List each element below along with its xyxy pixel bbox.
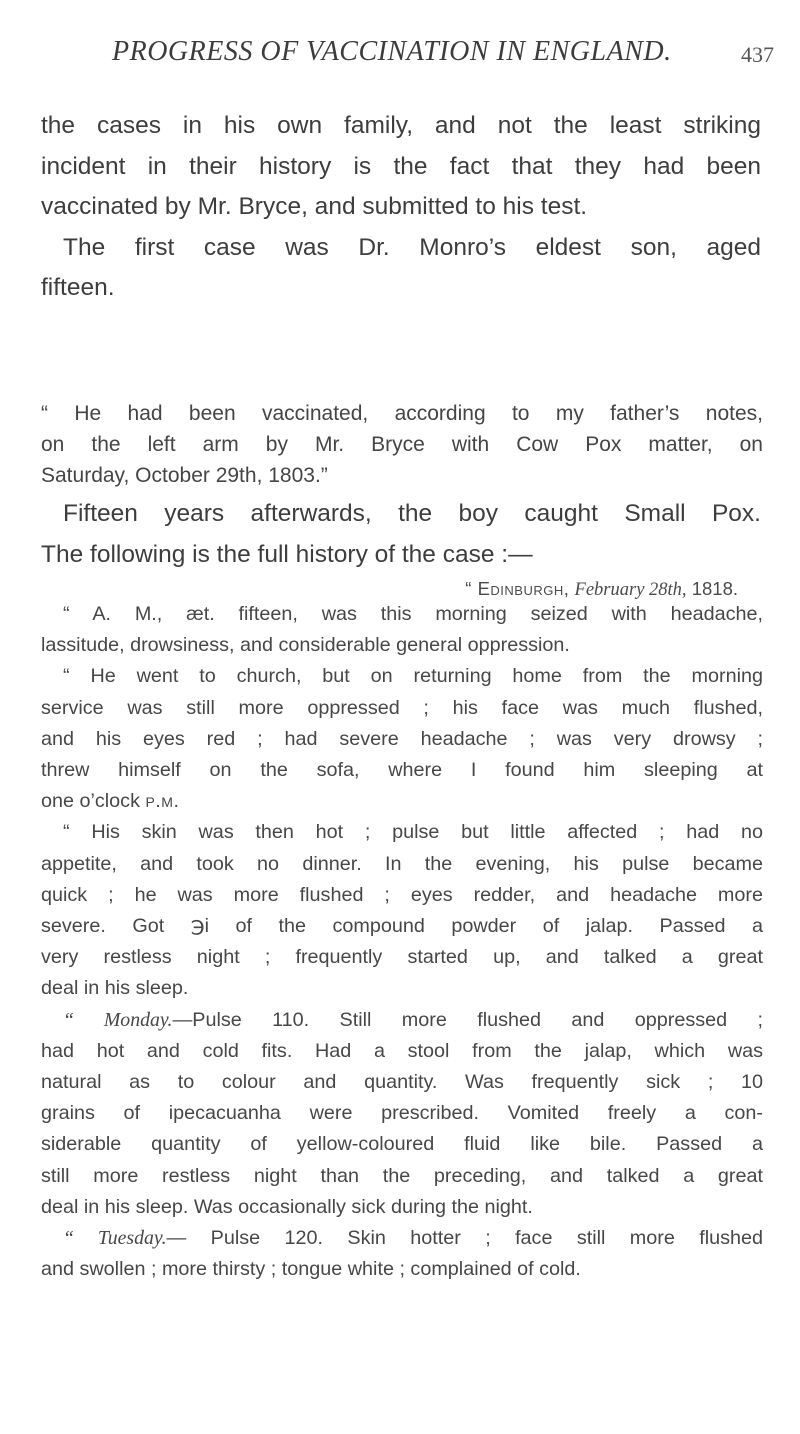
text-fragment: one o’clock: [41, 790, 140, 813]
text-line: and his eyes red ; had severe headache ; was very drowsy ;: [41, 727, 763, 750]
text-line: deal in his sleep. Was occasionally sick during the night.: [41, 1195, 533, 1218]
text-line: [41, 1005, 763, 1036]
text-line: grains of ipecacuanha were prescribed. Vomited freely a con-: [41, 1102, 763, 1125]
text-line: had hot and cold fits. Had a stool from the jalap, which was: [41, 1039, 763, 1062]
text-line: Saturday, October 29th, 1803.”: [41, 464, 328, 487]
text-line: incident in their history is the fact that they had been: [41, 152, 761, 180]
text-line: Fifteen years afterwards, the boy caught Small Pox.: [63, 500, 761, 527]
text-line: [41, 786, 763, 817]
text-line: “ He had been vaccinated, according to my father’s notes,: [41, 402, 763, 425]
text-line: threw himself on the sofa, where I found him sleeping at: [41, 759, 763, 782]
text-line: on the left arm by Mr. Bryce with Cow Pox matter, on: [41, 433, 763, 456]
text-line: and swollen ; more thirsty ; tongue white ; complained of cold.: [41, 1258, 581, 1281]
text-line: “ A. M., æt. fifteen, was this morning seized with headache,: [63, 603, 763, 625]
intro-paragraph: [41, 106, 761, 309]
text-fragment: —Pulse 110. Still more flushed and oppressed ;: [172, 1008, 763, 1031]
text-line: lassitude, drowsiness, and considerable general oppression.: [41, 634, 570, 657]
text-fragment: — Pulse 120. Skin hotter ; face still more flushed: [166, 1227, 763, 1250]
text-line: fifteen.: [41, 274, 115, 301]
page-number: 437: [741, 42, 774, 67]
father-notes-quote: [41, 398, 763, 491]
text-line: very restless night ; frequently started up, and talked a great: [41, 946, 763, 969]
dateline-place: “ Edinburgh,: [465, 578, 570, 599]
text-line: the cases in his own family, and not the least striking: [41, 112, 761, 139]
running-title: PROGRESS OF VACCINATION IN ENGLAND.: [112, 36, 672, 67]
dateline-date: February 28th,: [574, 580, 687, 600]
text-line: service was still more oppressed ; his face was much flushed,: [41, 696, 763, 719]
case-history: [41, 599, 763, 1285]
text-line: natural as to colour and quantity. Was frequently sick ; 10: [41, 1071, 763, 1094]
time-abbreviation: p.m.: [145, 790, 180, 813]
text-line: [41, 1223, 763, 1254]
text-line: “ He went to church, but on returning home from the morning: [63, 665, 763, 688]
dateline: [465, 578, 738, 601]
text-line: deal in his sleep.: [41, 977, 189, 1000]
text-line: still more restless night than the preceding, and talked a great: [41, 1164, 763, 1187]
text-line: “ His skin was then hot ; pulse but little affected ; had no: [63, 821, 763, 844]
text-line: appetite, and took no dinner. In the evening, his pulse became: [41, 852, 763, 875]
transition-paragraph: [41, 494, 761, 575]
text-line: siderable quantity of yellow-coloured fluid like bile. Passed a: [41, 1133, 763, 1156]
text-line: vaccinated by Mr. Bryce, and submitted to his test.: [41, 193, 588, 220]
day-label: “ Monday.: [63, 1008, 173, 1031]
dateline-year: 1818.: [691, 578, 738, 599]
text-line: The first case was Dr. Monro’s eldest son, aged: [63, 233, 761, 261]
text-line: quick ; he was more flushed ; eyes redder, and headache more: [41, 883, 763, 906]
text-line: The following is the full history of the case :—: [41, 540, 533, 568]
day-label: “ Tuesday.: [63, 1227, 167, 1250]
running-head: [0, 36, 800, 76]
text-line: severe. Got ℈i of the compound powder of jalap. Passed a: [41, 915, 763, 938]
